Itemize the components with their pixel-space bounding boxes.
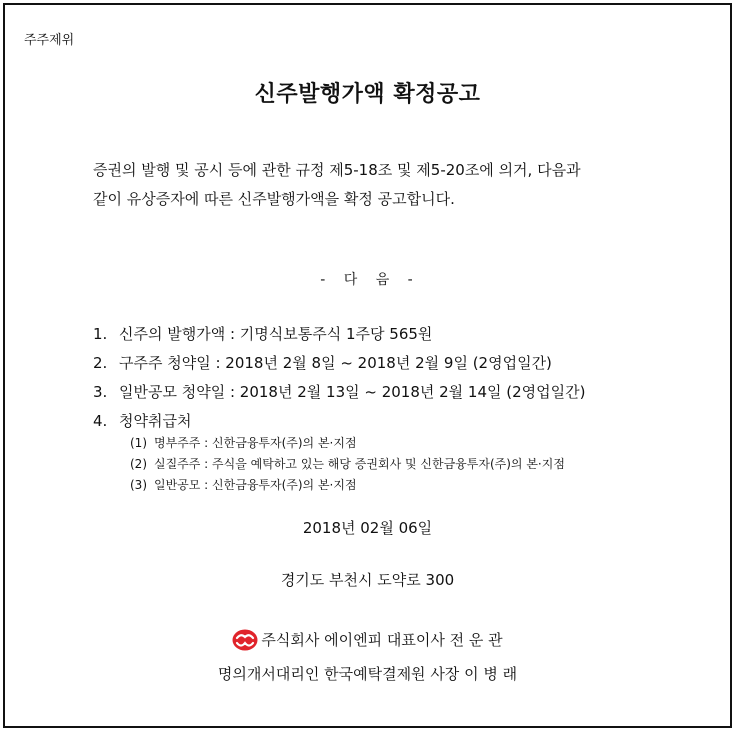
intro-paragraph [93,156,673,214]
subitem-number: (1) [130,436,147,450]
notice-title: 신주발행가액 확정공고 [254,82,481,107]
company-address: 경기도 부천시 도약로 300 [280,571,455,589]
item-text: 구주주 청약일 : 2018년 2월 8일 ~ 2018년 2월 9일 (2영업일간) [119,354,552,372]
salutation: 주주제위 [24,33,75,48]
item-text: 일반공모 청약일 : 2018년 2월 13일 ~ 2018년 2월 14일 (2영업일간) [119,383,586,401]
item-number: 1. [93,325,108,343]
item-number: 2. [93,354,108,372]
item-text: 신주의 발행가액 : 기명식보통주식 1주당 565원 [119,325,433,343]
subitem-text: 명부주주 : 신한금융투자(주)의 본·지점 [154,436,357,450]
list-item [93,352,586,381]
notice-frame [3,3,732,728]
company-signature [5,629,730,651]
subitem-text: 실질주주 : 주식을 예탁하고 있는 해당 증권회사 및 신한금융투자(주)의 본·지점 [154,457,565,471]
intro-line: 증권의 발행 및 공시 등에 관한 규정 제5-18조 및 제5-20조에 의거, 다음과 [93,161,581,179]
sub-list-item [130,434,565,455]
list-item [93,323,586,352]
subitem-list [130,434,565,497]
transfer-agent: 명의개서대리인 한국예탁결제원 사장 이 병 래 [217,665,518,683]
notice-date: 2018년 02월 06일 [302,519,433,537]
company-logo-icon [232,629,258,651]
sub-list-item [130,476,565,497]
list-item [93,381,586,410]
subitem-number: (2) [130,457,147,471]
company-name: 주식회사 에이엔피 대표이사 전 운 관 [261,631,503,649]
item-number: 4. [93,412,108,430]
separator-heading: - 다 음 - [320,272,415,288]
item-text: 청약취급처 [119,412,192,430]
subitem-text: 일반공모 : 신한금융투자(주)의 본·지점 [154,478,357,492]
item-number: 3. [93,383,108,401]
subitem-number: (3) [130,478,147,492]
sub-list-item [130,455,565,476]
intro-line: 같이 유상증자에 따른 신주발행가액을 확정 공고합니다. [93,190,455,208]
item-list [93,323,586,439]
